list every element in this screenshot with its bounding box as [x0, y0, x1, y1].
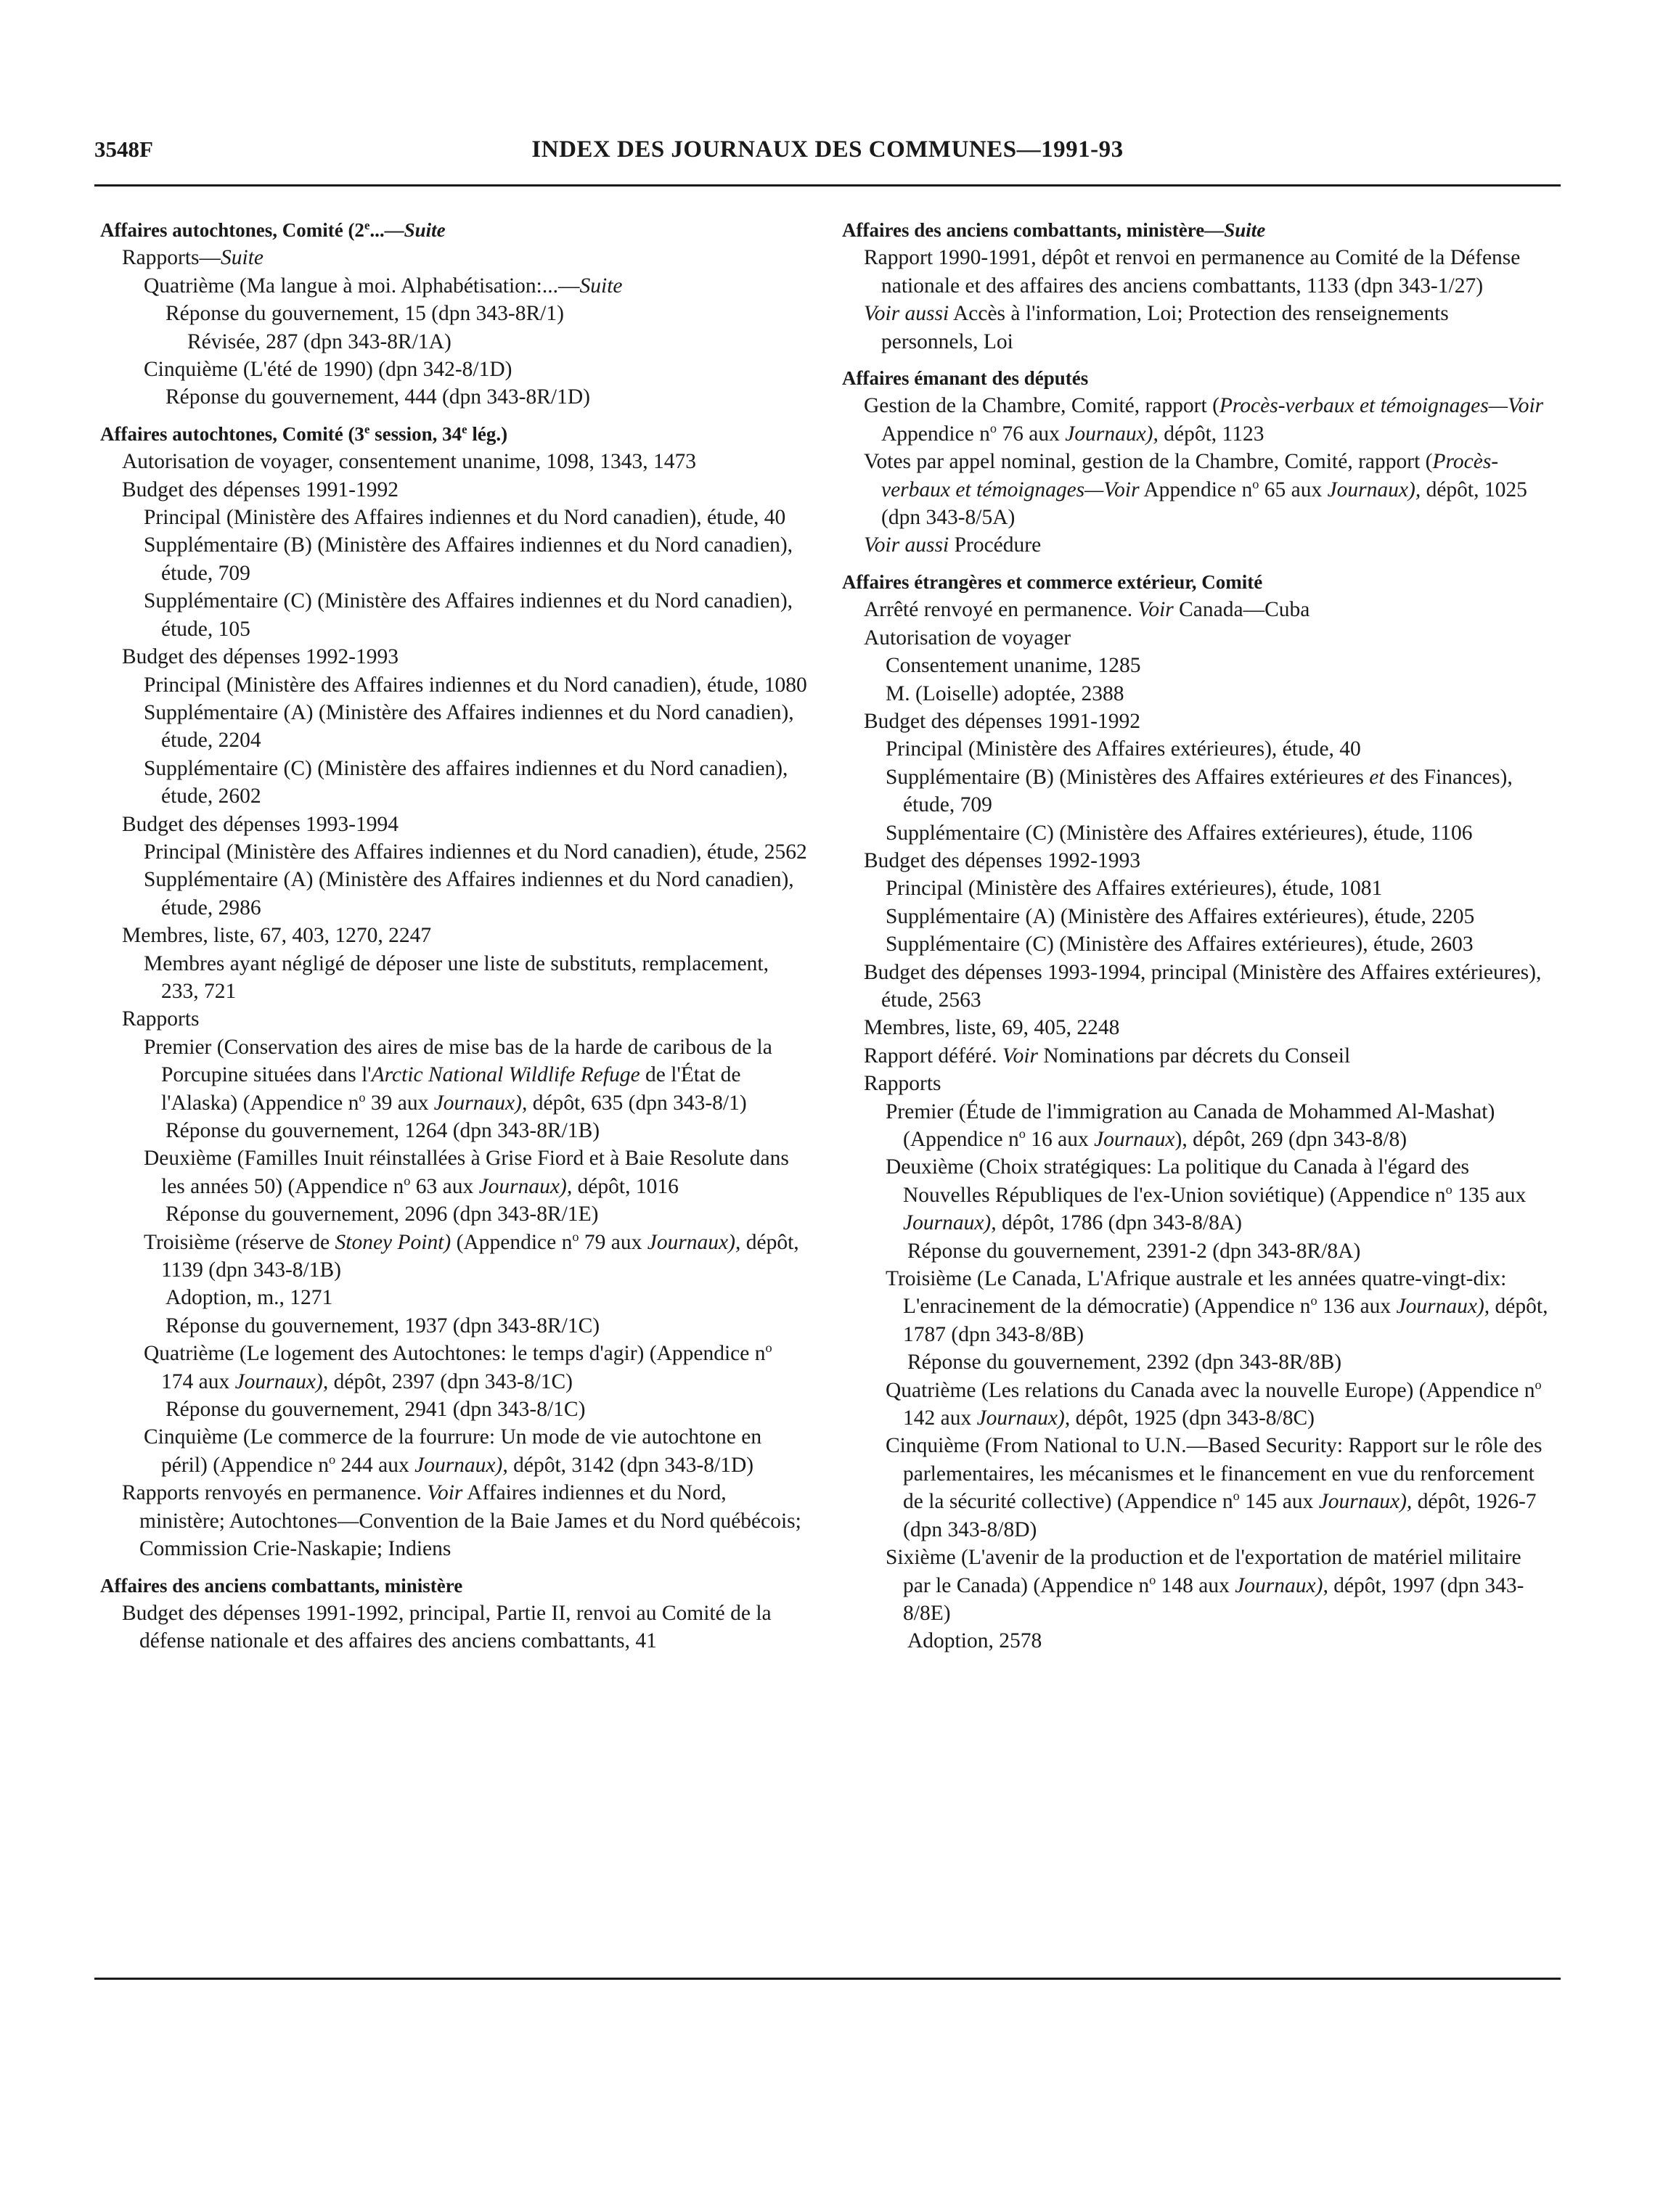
footer-rule	[94, 1978, 1561, 1980]
index-entry: Réponse du gouvernement, 15 (dpn 343-8R/1)	[166, 302, 564, 326]
index-entry: Réponse du gouvernement, 2096 (dpn 343-8R/1E)	[166, 1203, 599, 1226]
index-entry: Supplémentaire (A) (Ministère des Affaires indiennes et du Nord canadien), étude, 2986	[144, 868, 794, 919]
index-entry: Voir aussi Accès à l'information, Loi; Protection des renseignements personnels, Loi	[864, 302, 1449, 353]
index-entry: Supplémentaire (C) (Ministère des Affaires indiennes et du Nord canadien), étude, 105	[144, 589, 793, 641]
index-column-right	[842, 216, 1550, 1655]
index-entry: Supplémentaire (C) (Ministère des affaires indiennes et du Nord canadien), étude, 2602	[144, 756, 788, 808]
index-entry: Troisième (réserve de Stoney Point) (Appendice $n^o$ 79 aux Journaux), dépôt, 1139 (dpn 343-8/1B)	[144, 1229, 799, 1282]
index-entry: Principal (Ministère des Affaires indiennes et du Nord canadien), étude, 2562	[144, 840, 807, 864]
index-entry: Cinquième (L'été de 1990) (dpn 342-8/1D)	[144, 358, 512, 382]
index-entry: Rapports renvoyés en permanence. Voir Affaires indiennes et du Nord, ministère; Autochtones—Convention de la Baie James et du Nord québécois; Commission Crie-Naskapie; Indiens	[122, 1481, 801, 1561]
index-heading: Affaires autochtones, Comité (3e session, 34e lég.)	[100, 422, 508, 445]
index-entry: Réponse du gouvernement, 2941 (dpn 343-8/1C)	[166, 1398, 586, 1422]
index-entry: Membres, liste, 69, 405, 2248	[864, 1016, 1120, 1040]
index-entry: Supplémentaire (B) (Ministères des Affaires extérieures et des Finances), étude, 709	[886, 765, 1513, 817]
index-entry: M. (Loiselle) adoptée, 2388	[886, 681, 1124, 705]
index-entry: Consentement unanime, 1285	[886, 654, 1141, 678]
index-entry: Supplémentaire (A) (Ministère des Affaires extérieures), étude, 2205	[886, 904, 1475, 928]
page-number: 3548F	[94, 136, 153, 162]
index-entry: Premier (Conservation des aires de mise bas de la harde de caribous de la Porcupine situées dans l'Arctic National Wildlife Refuge de l'État de l'Alaska) (Appendice $n^o$ 39 aux Journaux), dépôt, 635 (dpn 343-8/1)	[144, 1035, 772, 1115]
page-header	[94, 136, 1561, 180]
index-entry: Membres ayant négligé de déposer une liste de substituts, remplacement, 233, 721	[144, 951, 769, 1003]
index-entry: Budget des dépenses 1992-1993	[864, 848, 1140, 872]
index-entry: Principal (Ministère des Affaires indiennes et du Nord canadien), étude, 40	[144, 506, 786, 530]
index-entry: Cinquième (Le commerce de la fourrure: Un mode de vie autochtone en péril) (Appendice $n^o$ 244 aux Journaux), dépôt, 3142 (dpn 343-8/1D)	[144, 1425, 762, 1477]
header-rule	[94, 184, 1561, 187]
index-heading: Affaires des anciens combattants, ministère	[100, 1574, 463, 1597]
index-entry: Principal (Ministère des Affaires indiennes et du Nord canadien), étude, 1080	[144, 673, 807, 697]
index-entry: Deuxième (Choix stratégiques: La politique du Canada à l'égard des Nouvelles Républiques de l'ex-Union soviétique) (Appendice $n^o$ 135 aux Journaux), dépôt, 1786 (dpn 343-8/8A)	[886, 1155, 1527, 1235]
index-entry: Supplémentaire (A) (Ministère des Affaires indiennes et du Nord canadien), étude, 2204	[144, 700, 794, 753]
index-heading: Affaires des anciens combattants, ministère—Suite	[842, 219, 1266, 241]
index-entry: Cinquième (From National to U.N.—Based Security: Rapport sur le rôle des parlementaires, les mécanismes et le financement en vue du renforcement de la sécurité collective) (Appendice $n^o$ 145 aux Journaux), dépôt, 1926-7 (dpn 343-8/8D)	[886, 1434, 1543, 1541]
index-entry: Adoption, 2578	[907, 1629, 1042, 1653]
index-entry: Réponse du gouvernement, 444 (dpn 343-8R/1D)	[166, 385, 590, 409]
index-entry: Voir aussi Procédure	[864, 533, 1042, 557]
index-entry: Budget des dépenses 1992-1993	[122, 645, 399, 669]
index-entry: Quatrième (Les relations du Canada avec la nouvelle Europe) (Appendice $n^o$ 142 aux Journaux), dépôt, 1925 (dpn 343-8/8C)	[886, 1377, 1542, 1430]
index-entry: Premier (Étude de l'immigration au Canada de Mohammed Al-Mashat) (Appendice $n^o$ 16 aux Journaux), dépôt, 269 (dpn 343-8/8)	[886, 1099, 1495, 1151]
index-entry: Supplémentaire (C) (Ministère des Affaires extérieures), étude, 2603	[886, 933, 1474, 957]
index-entry: Membres, liste, 67, 403, 1270, 2247	[122, 924, 432, 948]
index-entry: Rapports	[122, 1007, 200, 1031]
index-entry: Quatrième (Ma langue à moi. Alphabétisation:...—Suite	[144, 274, 623, 298]
index-entry: Rapport déféré. Voir Nominations par décrets du Conseil	[864, 1044, 1351, 1068]
index-entry: Budget des dépenses 1991-1992	[122, 478, 399, 501]
index-entry: Principal (Ministère des Affaires extérieures), étude, 1081	[886, 877, 1383, 901]
index-heading: Affaires étrangères et commerce extérieur, Comité	[842, 570, 1263, 593]
index-entry: Supplémentaire (C) (Ministère des Affaires extérieures), étude, 1106	[886, 821, 1473, 845]
index-entry: Sixième (L'avenir de la production et de l'exportation de matériel militaire par le Canada) (Appendice $n^o$ 148 aux Journaux), dépôt, 1997 (dpn 343-8/8E)	[886, 1546, 1524, 1625]
index-heading: Affaires émanant des députés	[842, 367, 1089, 390]
index-column-left	[100, 216, 808, 1655]
index-entry: Budget des dépenses 1991-1992, principal, Partie II, renvoi au Comité de la défense nationale et des affaires des anciens combattants, 41	[122, 1601, 772, 1653]
index-entry: Quatrième (Le logement des Autochtones: le temps d'agir) (Appendice $n^o$ 174 aux Journaux), dépôt, 2397 (dpn 343-8/1C)	[144, 1340, 772, 1393]
index-entry: Budget des dépenses 1993-1994, principal (Ministère des Affaires extérieures), étude, 2563	[864, 960, 1542, 1012]
index-entry: Rapports—Suite	[122, 246, 264, 270]
index-entry: Rapports	[864, 1072, 941, 1096]
index-entry: Réponse du gouvernement, 2391-2 (dpn 343-8R/8A)	[907, 1239, 1361, 1263]
index-entry: Budget des dépenses 1991-1992	[864, 709, 1140, 733]
index-heading: Affaires autochtones, Comité (2e...—Suite	[100, 218, 446, 241]
index-entry: Révisée, 287 (dpn 343-8R/1A)	[187, 329, 451, 353]
index-entry: Arrêté renvoyé en permanence. Voir Canada—Cuba	[864, 598, 1310, 622]
index-entry: Gestion de la Chambre, Comité, rapport (Procès-verbaux et témoignages—Voir Appendice $n^o$ 76 aux Journaux), dépôt, 1123	[864, 394, 1544, 446]
index-entry: Réponse du gouvernement, 1937 (dpn 343-8R/1C)	[166, 1314, 600, 1338]
index-entry: Réponse du gouvernement, 2392 (dpn 343-8R/8B)	[907, 1351, 1342, 1375]
index-entry: Supplémentaire (B) (Ministère des Affaires indiennes et du Nord canadien), étude, 709	[144, 533, 793, 585]
index-entry: Rapport 1990-1991, dépôt et renvoi en permanence au Comité de la Défense nationale et des affaires des anciens combattants, 1133 (dpn 343-1/27)	[864, 246, 1521, 298]
index-entry: Principal (Ministère des Affaires extérieures), étude, 40	[886, 737, 1361, 761]
index-entry: Réponse du gouvernement, 1264 (dpn 343-8R/1B)	[166, 1119, 600, 1142]
index-entry: Autorisation de voyager, consentement unanime, 1098, 1343, 1473	[122, 450, 697, 474]
index-entry: Budget des dépenses 1993-1994	[122, 812, 399, 836]
index-entry: Votes par appel nominal, gestion de la Chambre, Comité, rapport (Procès-verbaux et témoignages—Voir Appendice $n^o$ 65 aux Journaux), dépôt, 1025 (dpn 343-8/5A)	[864, 450, 1527, 530]
index-entry: Adoption, m., 1271	[166, 1286, 333, 1310]
index-entry: Troisième (Le Canada, L'Afrique australe et les années quatre-vingt-dix: L'enracinement de la démocratie) (Appendice $n^o$ 136 aux Journaux), dépôt, 1787 (dpn 343-8/8B)	[886, 1267, 1548, 1346]
index-entry: Autorisation de voyager	[864, 626, 1071, 650]
page-title: INDEX DES JOURNAUX DES COMMUNES—1991-93	[531, 136, 1124, 163]
index-entry: Deuxième (Familles Inuit réinstallées à Grise Fiord et à Baie Resolute dans les années 50) (Appendice $n^o$ 63 aux Journaux), dépôt, 1016	[144, 1147, 789, 1198]
